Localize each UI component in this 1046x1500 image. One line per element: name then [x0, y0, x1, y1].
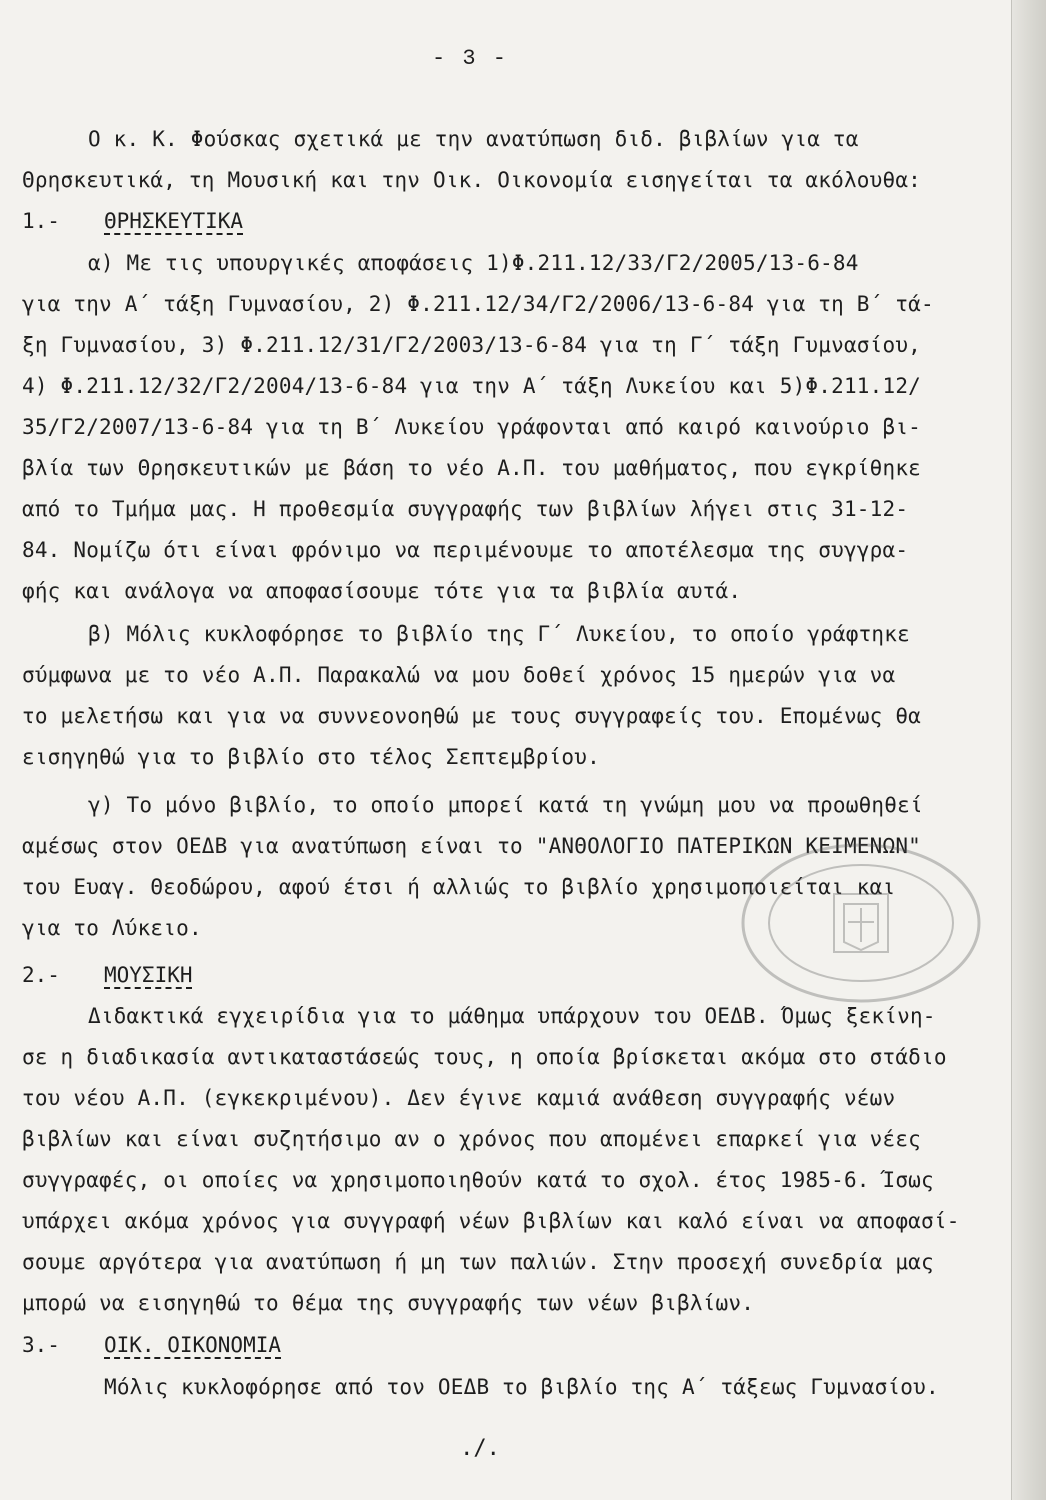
paragraph-line: βιβλίων και είναι συζητήσιμο αν ο χρόνος που απομένει επαρκεί για νέες: [22, 1127, 922, 1151]
paragraph-line: ξη Γυμνασίου, 3) Φ.211.12/31/Γ2/2003/13-6-84 για τη Γ΄ τάξη Γυμνασίου,: [22, 333, 922, 357]
paragraph-line: σουμε αργότερα για ανατύπωση ή μη των παλιών. Στην προσεχή συνεδρία μας: [22, 1250, 934, 1274]
page-number: - 3 -: [431, 46, 508, 71]
paragraph-line: α) Με τις υπουργικές αποφάσεις 1)Φ.211.12/33/Γ2/2005/13-6-84: [88, 251, 859, 275]
continuation-mark: ./.: [460, 1436, 500, 1461]
paragraph-line: σε η διαδικασία αντικαταστάσεώς τους, η οποία βρίσκεται ακόμα στο στάδιο: [22, 1045, 947, 1069]
archive-stamp-icon: [736, 838, 986, 1008]
paragraph-line: για το Λύκειο.: [22, 916, 202, 940]
paragraph-line: συγγραφές, οι οποίες να χρησιμοποιηθούν κατά το σχολ. έτος 1985-6. Ίσως: [22, 1168, 934, 1192]
paragraph-line: του νέου Α.Π. (εγκεκριμένου). Δεν έγινε καμιά ανάθεση συγγραφής νέων: [22, 1086, 896, 1110]
paragraph-line: εισηγηθώ για το βιβλίο στο τέλος Σεπτεμβρίου.: [22, 745, 600, 769]
paragraph-line: σύμφωνα με το νέο Α.Π. Παρακαλώ να μου δοθεί χρόνος 15 ημερών για να: [22, 663, 896, 687]
paragraph-line: γ) Το μόνο βιβλίο, το οποίο μπορεί κατά τη γνώμη μου να προωθηθεί: [88, 793, 923, 817]
paragraph-line: από το Τμήμα μας. Η προθεσμία συγγραφής των βιβλίων λήγει στις 31-12-: [22, 497, 909, 521]
section-number: 2.-: [22, 963, 60, 987]
paragraph-line: το μελετήσω και για να συννεονοηθώ με τους συγγραφείς του. Επομένως θα: [22, 704, 922, 728]
paragraph-line: φής και ανάλογα να αποφασίσουμε τότε για τα βιβλία αυτά.: [22, 579, 742, 603]
intro-line: Ο κ. Κ. Φούσκας σχετικά με την ανατύπωση διδ. βιβλίων για τα: [88, 127, 859, 151]
section-number: 1.-: [22, 209, 60, 233]
paragraph-line: β) Μόλις κυκλοφόρησε το βιβλίο της Γ΄ Λυκείου, το οποίο γράφτηκε: [88, 622, 910, 646]
paragraph-line: για την Α΄ τάξη Γυμνασίου, 2) Φ.211.12/34/Γ2/2006/13-6-84 για τη Β΄ τά-: [22, 292, 934, 316]
paragraph-line: αμέσως στον ΟΕΔΒ για ανατύπωση είναι το "ΑΝΘΟΛΟΓΙΟ ΠΑΤΕΡΙΚΩΝ ΚΕΙΜΕΝΩΝ": [22, 834, 922, 858]
paragraph-line: του Ευαγ. Θεοδώρου, αφού έτσι ή αλλιώς το βιβλίο χρησιμοποιείται και: [22, 875, 896, 899]
paragraph-line: 4) Φ.211.12/32/Γ2/2004/13-6-84 για την Α΄ τάξη Λυκείου και 5)Φ.211.12/: [22, 374, 922, 398]
intro-line: Θρησκευτικά, τη Μουσική και την Οικ. Οικονομία εισηγείται τα ακόλουθα:: [22, 168, 922, 192]
paragraph-line: υπάρχει ακόμα χρόνος για συγγραφή νέων βιβλίων και καλό είναι να αποφασί-: [22, 1209, 960, 1233]
paragraph-line: Μόλις κυκλοφόρησε από τον ΟΕΔΒ το βιβλίο της Α΄ τάξεως Γυμνασίου.: [104, 1375, 939, 1399]
page-edge: [1011, 0, 1046, 1500]
paragraph-line: βλία των Θρησκευτικών με βάση το νέο Α.Π. του μαθήματος, που εγκρίθηκε: [22, 456, 922, 480]
section-heading-home-economics: [22, 1332, 281, 1358]
paragraph-line: Διδακτικά εγχειρίδια για το μάθημα υπάρχουν του ΟΕΔΒ. Όμως ξεκίνη-: [88, 1004, 936, 1028]
section-number: 3.-: [22, 1333, 60, 1357]
section-title: ΟΙΚ. ΟΙΚΟΝΟΜΙΑ: [104, 1333, 282, 1357]
section-heading-music: [22, 962, 193, 988]
paragraph-line: 84. Νομίζω ότι είναι φρόνιμο να περιμένουμε το αποτέλεσμα της συγγρα-: [22, 538, 909, 562]
section-title: ΜΟΥΣΙΚΗ: [104, 963, 193, 987]
paragraph-line: μπορώ να εισηγηθώ το θέμα της συγγραφής των νέων βιβλίων.: [22, 1291, 755, 1315]
paragraph-line: 35/Γ2/2007/13-6-84 για τη Β΄ Λυκείου γράφονται από καιρό καινούριο βι-: [22, 415, 922, 439]
section-heading-religion: [22, 208, 243, 234]
section-title: ΘΡΗΣΚΕΥΤΙΚΑ: [104, 209, 244, 233]
